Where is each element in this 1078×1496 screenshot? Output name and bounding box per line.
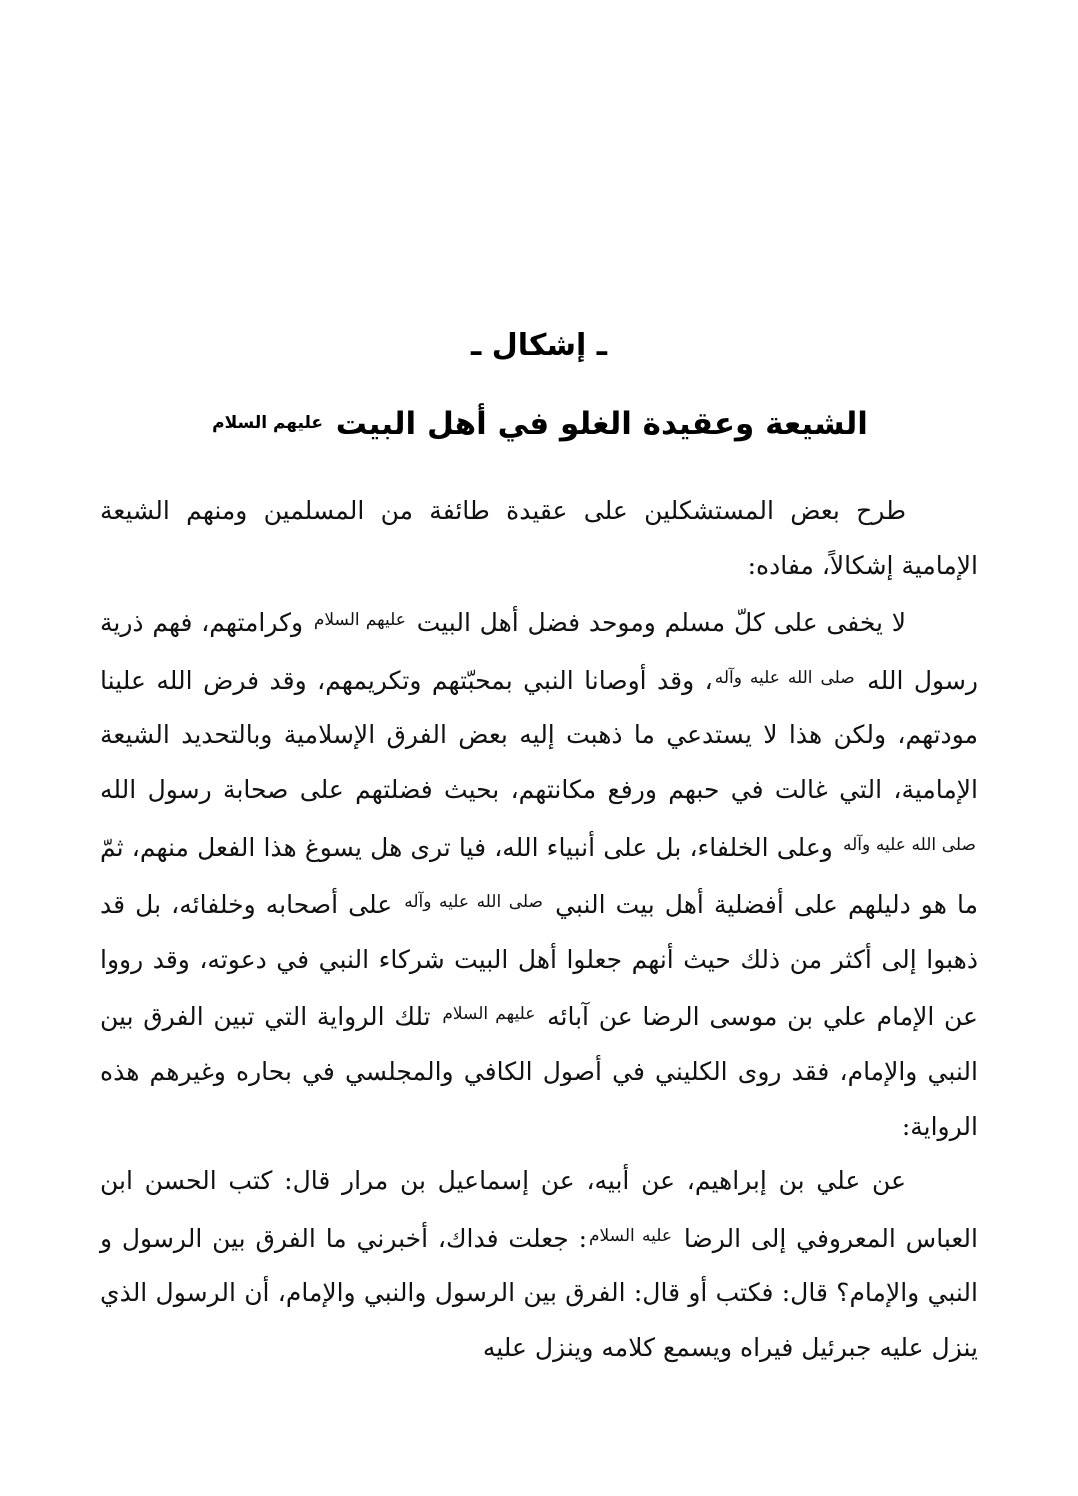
text-segment: على أصحابه وخلفائه، بل قد ذهبوا إلى أكثر من ذلك حيث أنهم جعلوا أهل البيت شركاء النبي في دعوته، وقد رووا عن الإمام علي بن موسى الرضا عن آبائه — [100, 890, 978, 1032]
text-segment: تلك الرواية التي تبين الفرق بين النبي والإمام، فقد روى الكليني في أصول الكافي والمجلسي في بحاره وغيرهم هذه الرواية: — [100, 1002, 978, 1141]
honorific-ahl-al-bayt: عليهم السلام — [313, 610, 406, 631]
page-title — [0, 406, 1078, 442]
honorific-imam: عليه السلام — [589, 1225, 673, 1246]
honorific-prophet: صلى الله عليه وآله — [714, 667, 855, 688]
text-segment: وكرامتهم، فهم ذرية رسول الله — [100, 608, 978, 695]
honorific-ahl-al-bayt: عليهم السلام — [212, 413, 323, 433]
honorific-prophet: صلى الله عليه وآله — [404, 892, 543, 913]
page-title-text: الشيعة وعقيدة الغلو في أهل البيت — [335, 406, 868, 442]
paragraph-objection — [100, 593, 978, 1154]
text-segment: وعلى الخلفاء، بل على أنبياء الله، فيا ترى هل يسوغ هذا الفعل منهم، ثمّ ما هو دليلهم على أفضلية أهل بيت النبي — [100, 832, 978, 920]
text-segment: عن علي بن إبراهيم، عن أبيه، عن إسماعيل بن مرار قال: كتب الحسن ابن العباس المعروفي إلى الرضا — [100, 1166, 978, 1253]
honorific-ahl-al-bayt: عليهم السلام — [442, 1004, 536, 1025]
text-segment: لا يخفى على كلّ مسلم وموحد فضل أهل البيت — [416, 608, 906, 638]
paragraph-narration — [100, 1154, 978, 1375]
body-text — [100, 484, 978, 1376]
honorific-prophet: صلى الله عليه وآله — [842, 834, 976, 855]
paragraph-intro: طرح بعض المستشكلين على عقيدة طائفة من المسلمين ومنهم الشيعة الإمامية إشكالاً، مفاده: — [100, 496, 978, 580]
section-label: ـ إشكال ـ — [471, 328, 607, 363]
text-segment: : جعلت فداك، أخبرني ما الفرق بين الرسول و النبي والإمام؟ قال: فكتب أو قال: الفرق بين الرسول والنبي والإمام، أن الرسول الذي ينزل عليه جبرئيل فيراه ويسمع كلامه وينزل عليه — [100, 1223, 978, 1362]
text-segment: ، وقد أوصانا النبي بمحبّتهم وتكريمهم، وقد فرض الله علينا مودتهم، ولكن هذا لا يستدعي ما ذهبت إليه بعض الفرق الإسلامية وبالتحديد الشيعة الإمامية، التي غالت في حبهم ورفع مكانتهم، بحيث فضلتهم على صحابة رسول الله — [100, 665, 978, 804]
